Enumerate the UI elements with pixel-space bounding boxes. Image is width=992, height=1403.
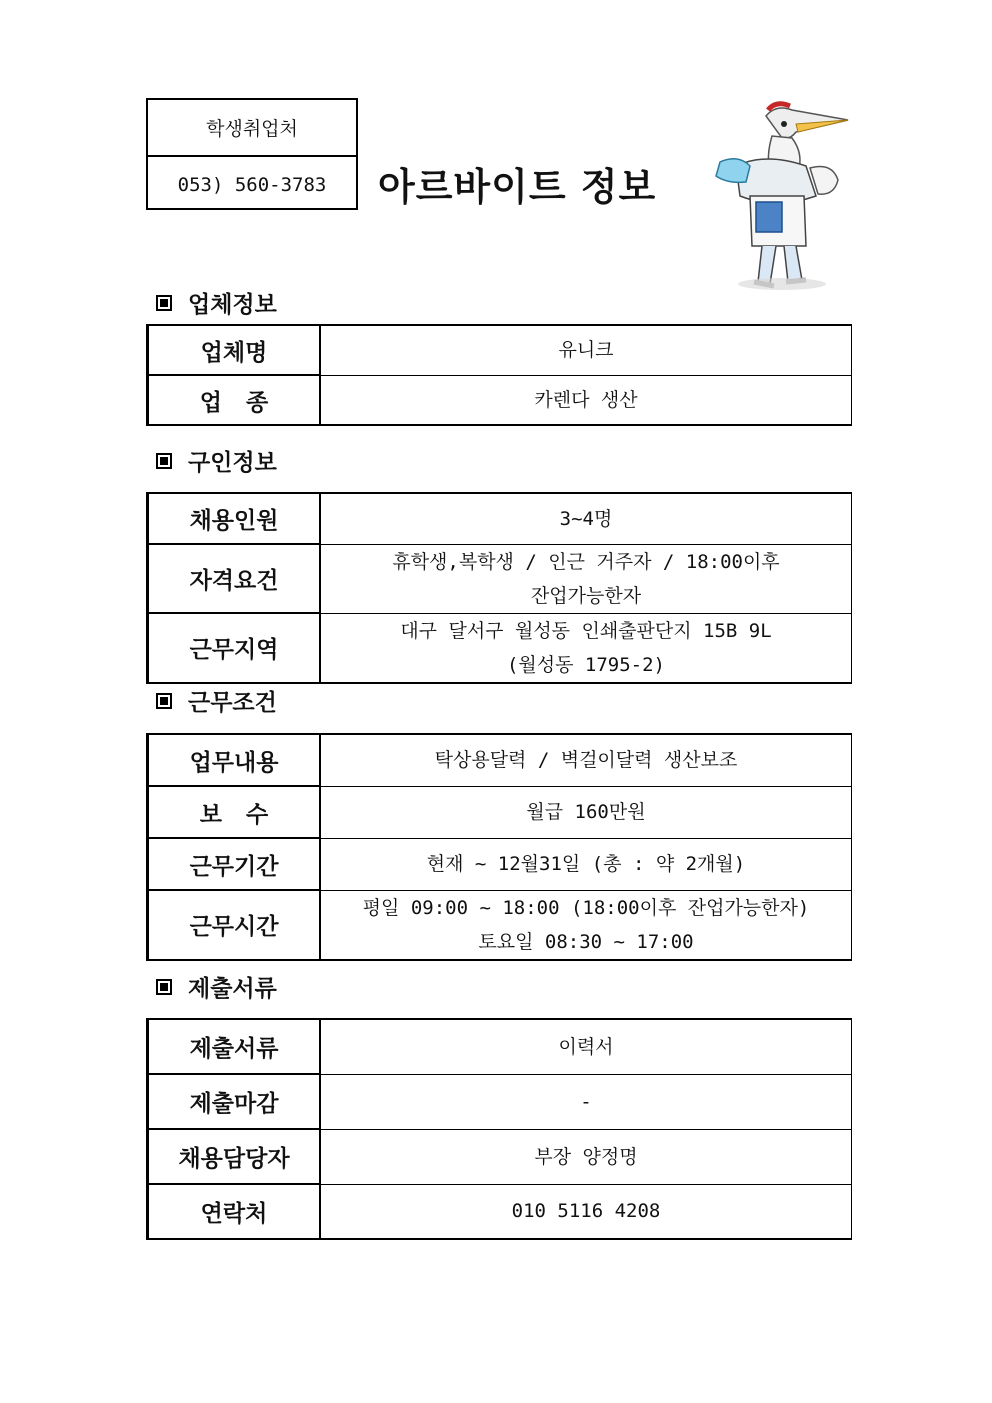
row-value: 유니크 (320, 325, 852, 375)
row-label: 연락처 (148, 1184, 321, 1239)
company-table (146, 324, 852, 426)
value-line: (월성동 1795-2) (506, 653, 665, 676)
row-label: 업무내용 (148, 734, 321, 786)
row-value: - (320, 1074, 852, 1129)
section-title-recruit: 구인정보 (156, 444, 277, 477)
table-row (148, 1019, 852, 1074)
table-row (148, 613, 852, 683)
section-title-documents: 제출서류 (156, 970, 277, 1003)
square-bullet-icon (156, 295, 172, 311)
page-title: 아르바이트 정보 (378, 165, 657, 209)
row-label: 채용담당자 (148, 1129, 321, 1184)
row-value: 010 5116 4208 (320, 1184, 852, 1239)
conditions-table (146, 733, 852, 961)
row-value (320, 544, 852, 613)
row-value: 탁상용달력 / 벽걸이달력 생산보조 (320, 734, 852, 786)
table-row (148, 325, 852, 375)
table-row (148, 1074, 852, 1129)
row-label: 채용인원 (148, 493, 321, 544)
table-row (148, 493, 852, 544)
square-bullet-icon (156, 453, 172, 469)
table-row (148, 1129, 852, 1184)
crane-mascot-icon (706, 96, 856, 292)
table-row (148, 890, 852, 960)
square-bullet-icon (156, 693, 172, 709)
table-row (148, 375, 852, 425)
row-label: 보 수 (148, 786, 321, 838)
row-label: 업체명 (148, 325, 321, 375)
row-label: 근무지역 (148, 613, 321, 683)
row-label: 자격요건 (148, 544, 321, 613)
row-value: 카렌다 생산 (320, 375, 852, 425)
square-bullet-icon (156, 979, 172, 995)
table-row (148, 734, 852, 786)
table-row (148, 1184, 852, 1239)
recruit-table (146, 492, 852, 684)
section-title-conditions: 근무조건 (156, 684, 277, 717)
row-value: 현재 ~ 12월31일 (총 : 약 2개월) (320, 838, 852, 890)
row-value: 이력서 (320, 1019, 852, 1074)
row-label: 업 종 (148, 375, 321, 425)
row-value: 월급 160만원 (320, 786, 852, 838)
documents-table (146, 1018, 852, 1240)
row-label: 제출마감 (148, 1074, 321, 1129)
table-row (148, 786, 852, 838)
row-value (320, 890, 852, 960)
row-value: 3~4명 (320, 493, 852, 544)
office-contact-box (146, 98, 358, 210)
row-value: 부장 양정명 (320, 1129, 852, 1184)
table-row (148, 544, 852, 613)
value-line: 대구 달서구 월성동 인쇄출판단지 15B 9L (400, 619, 772, 642)
row-value (320, 613, 852, 683)
row-label: 근무시간 (148, 890, 321, 960)
table-row (148, 838, 852, 890)
row-label: 근무기간 (148, 838, 321, 890)
value-line: 휴학생,복학생 / 인근 거주자 / 18:00이후 (392, 550, 780, 573)
section-title-company: 업체정보 (156, 286, 277, 319)
value-line: 토요일 08:30 ~ 17:00 (478, 930, 694, 953)
value-line: 잔업가능한자 (530, 584, 642, 607)
row-label: 제출서류 (148, 1019, 321, 1074)
office-phone: 053) 560-3783 (148, 155, 356, 212)
office-name: 학생취업처 (206, 118, 298, 140)
value-line: 평일 09:00 ~ 18:00 (18:00이후 잔업가능한자) (362, 896, 810, 919)
